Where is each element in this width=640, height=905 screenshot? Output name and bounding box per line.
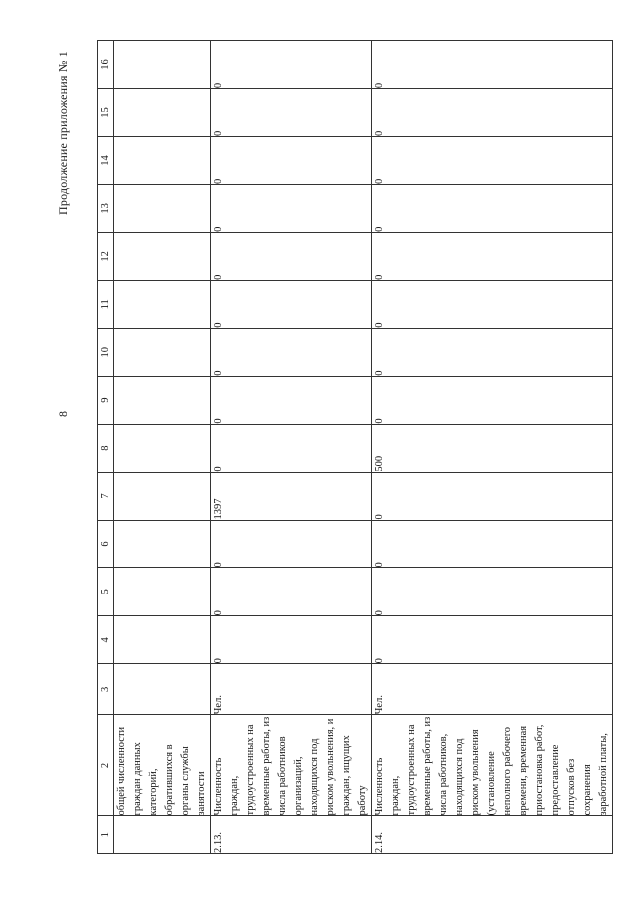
value-cell <box>114 41 211 89</box>
row-number: 2.14. <box>372 816 613 854</box>
value-cell: 0 <box>372 184 613 232</box>
value-cell: 0 <box>211 424 372 472</box>
row-number: 2.13. <box>211 816 372 854</box>
appendix-header: Продолжение приложения № 1 <box>56 51 70 215</box>
row-name: Численность граждан, трудоустроенных на временные работы, из числа работников организаций, находящихся под риском увольнения, и граждан, ищущих работу <box>211 715 372 816</box>
col-header-15: 15 <box>98 89 114 137</box>
value-cell <box>114 376 211 424</box>
value-cell: 0 <box>372 41 613 89</box>
value-cell: 0 <box>372 137 613 185</box>
value-cell <box>114 424 211 472</box>
row-unit: Чел. <box>211 664 372 715</box>
value-cell: 0 <box>372 89 613 137</box>
value-cell: 0 <box>372 520 613 568</box>
value-cell: 0 <box>372 568 613 616</box>
value-cell: 0 <box>211 280 372 328</box>
value-cell: 0 <box>211 520 372 568</box>
column-number-row <box>98 41 114 854</box>
value-cell: 0 <box>372 472 613 520</box>
value-cell: 0 <box>211 41 372 89</box>
value-cell: 0 <box>211 232 372 280</box>
col-header-6: 6 <box>98 520 114 568</box>
value-cell <box>114 520 211 568</box>
col-header-10: 10 <box>98 328 114 376</box>
value-cell <box>114 137 211 185</box>
col-header-2: 2 <box>98 715 114 816</box>
value-cell: 500 <box>372 424 613 472</box>
row-name: Численность граждан, трудоустроенных на временные работы, из числа работников, находящихся под риском увольнения (установление неполного рабочего времени, временная приостановка работ, предоставление отпусков без сохранения заработной платы, <box>372 715 613 816</box>
value-cell <box>114 568 211 616</box>
value-cell: 1397 <box>211 472 372 520</box>
value-cell: 0 <box>211 89 372 137</box>
col-header-16: 16 <box>98 41 114 89</box>
value-cell <box>114 232 211 280</box>
value-cell: 0 <box>372 328 613 376</box>
value-cell: 0 <box>372 280 613 328</box>
col-header-3: 3 <box>98 664 114 715</box>
value-cell <box>114 89 211 137</box>
table-row <box>211 41 372 854</box>
value-cell <box>114 328 211 376</box>
value-cell: 0 <box>211 328 372 376</box>
value-cell <box>114 472 211 520</box>
table-row <box>372 41 613 854</box>
value-cell <box>114 184 211 232</box>
page-number: 8 <box>56 411 70 417</box>
value-cell: 0 <box>211 568 372 616</box>
col-header-9: 9 <box>98 376 114 424</box>
row-number <box>114 816 211 854</box>
col-header-4: 4 <box>98 616 114 664</box>
col-header-11: 11 <box>98 280 114 328</box>
col-header-5: 5 <box>98 568 114 616</box>
value-cell: 0 <box>211 184 372 232</box>
value-cell: 0 <box>211 376 372 424</box>
table-row <box>114 41 211 854</box>
col-header-14: 14 <box>98 137 114 185</box>
value-cell <box>114 280 211 328</box>
value-cell: 0 <box>372 616 613 664</box>
row-unit <box>114 664 211 715</box>
col-header-1: 1 <box>98 816 114 854</box>
data-table <box>97 40 613 854</box>
value-cell: 0 <box>372 376 613 424</box>
row-unit: Чел. <box>372 664 613 715</box>
col-header-8: 8 <box>98 424 114 472</box>
row-name: общей численности граждан данных категорий, обратившихся в органы службы занятости <box>114 715 211 816</box>
col-header-13: 13 <box>98 184 114 232</box>
value-cell: 0 <box>372 232 613 280</box>
col-header-7: 7 <box>98 472 114 520</box>
value-cell: 0 <box>211 616 372 664</box>
value-cell <box>114 616 211 664</box>
col-header-12: 12 <box>98 232 114 280</box>
value-cell: 0 <box>211 137 372 185</box>
